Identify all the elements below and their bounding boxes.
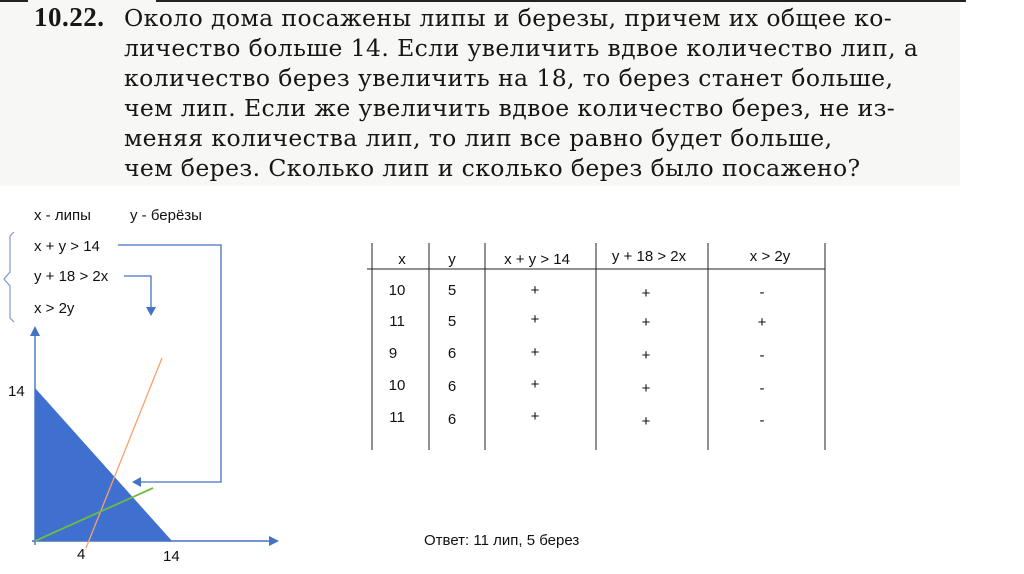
table-header: y + 18 > 2x xyxy=(611,248,687,265)
table-cell: + xyxy=(641,413,651,430)
problem-number: 10.22. xyxy=(34,2,105,32)
table-cell: + xyxy=(641,314,651,331)
table-cell: - xyxy=(759,412,765,429)
table-cell: + xyxy=(757,314,767,331)
table-header: y xyxy=(448,251,456,268)
table-cell: 9 xyxy=(388,345,398,362)
problem-line: меняя количества лип, то лип все равно будет больше, xyxy=(124,124,833,152)
table-cell: - xyxy=(759,284,765,301)
table-header: x > 2y xyxy=(749,248,791,265)
table-cell: + xyxy=(530,311,540,328)
table-cell: 5 xyxy=(447,282,457,299)
table-cell: 6 xyxy=(447,378,457,395)
variable-x-definition: x - липы xyxy=(34,207,91,224)
problem-line: личество больше 14. Если увеличить вдвое количество лип, а xyxy=(124,34,919,62)
problem-line: чем лип. Если же увеличить вдвое количество берез, не из- xyxy=(124,94,896,122)
inequality-1: x + y > 14 xyxy=(34,238,100,255)
table-cell: + xyxy=(530,282,540,299)
arrowhead xyxy=(146,307,156,316)
table-cell: + xyxy=(641,380,651,397)
connector-arrow-short xyxy=(124,276,151,309)
table-cell: + xyxy=(641,285,651,302)
variable-y-definition: y - берёзы xyxy=(130,207,202,224)
table-cell: + xyxy=(530,344,540,361)
table-header: x xyxy=(398,251,406,268)
table-cell: + xyxy=(641,347,651,364)
x-axis-arrow xyxy=(269,536,279,546)
table-cell: 5 xyxy=(447,313,457,330)
x-tick-label: 14 xyxy=(163,548,180,565)
table-cell: + xyxy=(530,376,540,393)
table-cell: 6 xyxy=(447,411,457,428)
table-cell: 10 xyxy=(388,282,406,299)
table-cell: 10 xyxy=(388,377,406,394)
y-axis-arrow xyxy=(30,326,40,336)
arrowhead xyxy=(132,477,141,487)
inequality-3: x > 2y xyxy=(34,300,75,317)
table-cell: + xyxy=(530,408,540,425)
connector-arrow-long xyxy=(118,245,221,482)
table-cell: 11 xyxy=(389,409,405,426)
table-cell: 6 xyxy=(447,345,457,362)
table-cell: - xyxy=(759,347,765,364)
answer-text: Ответ: 11 лип, 5 берез xyxy=(424,532,580,549)
problem-line: Около дома посажены липы и березы, причем их общее ко- xyxy=(124,4,893,32)
inequality-2: y + 18 > 2x xyxy=(34,268,109,285)
system-brace xyxy=(4,232,14,322)
table-cell: 11 xyxy=(389,313,405,330)
problem-line: количество берез увеличить на 18, то берез станет больше, xyxy=(124,64,894,92)
y-tick-label: 14 xyxy=(8,383,25,400)
x-tick-label: 4 xyxy=(77,546,86,563)
table-cell: - xyxy=(759,380,765,397)
region-triangle xyxy=(35,388,172,541)
table-header: x + y > 14 xyxy=(504,251,570,268)
problem-line: чем берез. Сколько лип и сколько берез было посажено? xyxy=(124,154,861,182)
